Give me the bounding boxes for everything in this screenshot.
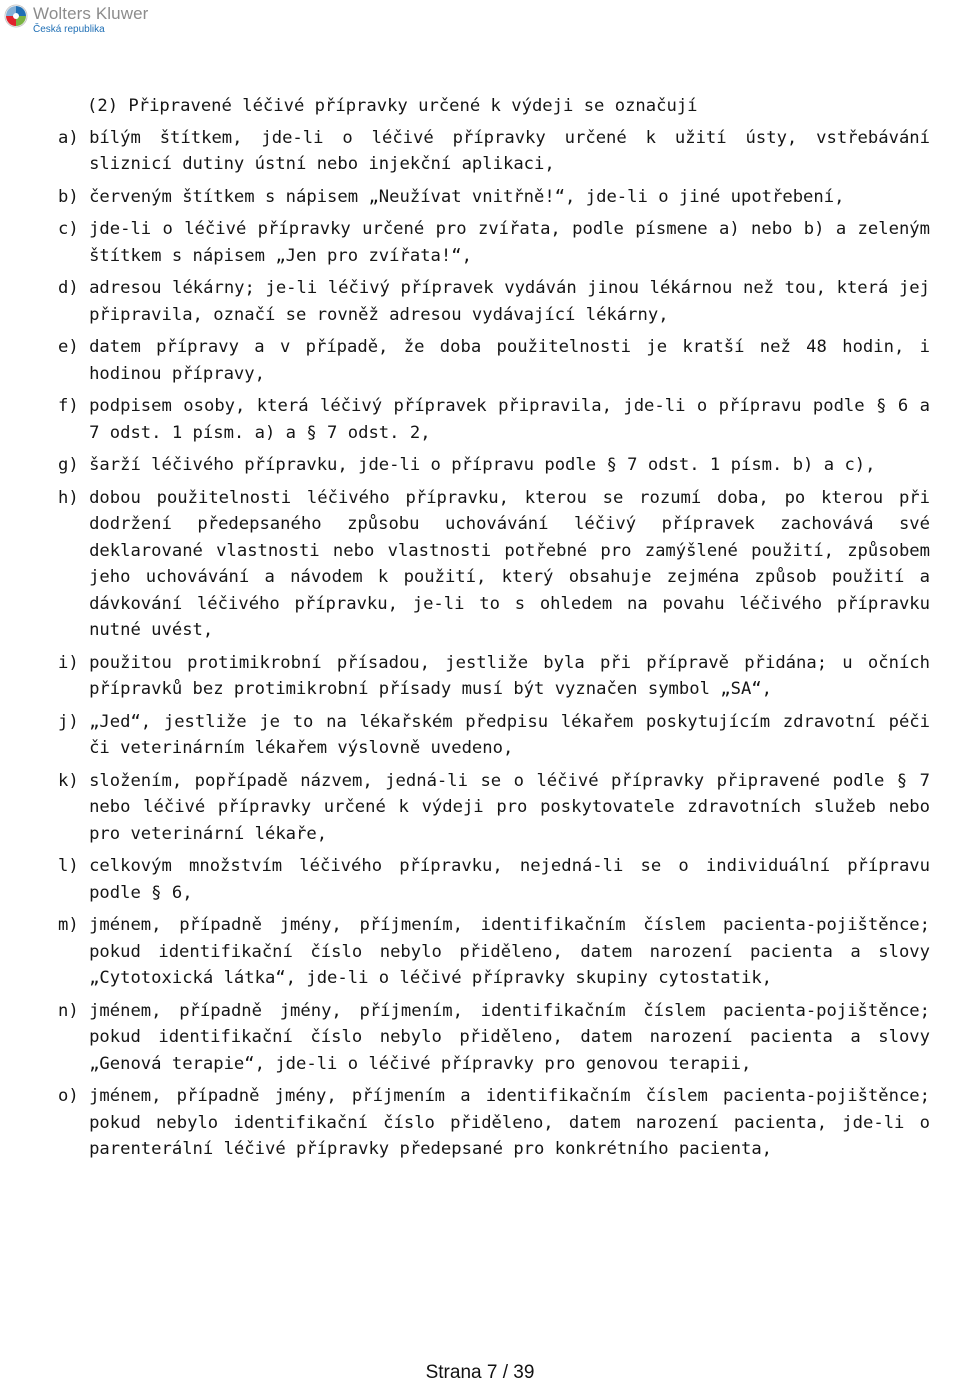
list-item-label: i): [58, 652, 79, 673]
list-item-text: jménem, případně jmény, příjmením a identifikačním číslem pacienta-pojištěnce; pokud nebylo identifikační číslo přiděleno, datem narození pacienta, jde-li o parenterální léčivé přípravky předepsané pro konkrétního pacienta,: [89, 1086, 930, 1159]
list-item-label: a): [58, 127, 79, 148]
list-item-text: „Jed“, jestliže je to na lékařském předpisu lékařem poskytujícím zdravotní péči či veterinárním lékařem výslovně uvedeno,: [89, 711, 930, 758]
list-item: [58, 998, 930, 1078]
list-item: [58, 334, 930, 387]
list-item-text: jménem, případně jmény, příjmením, identifikačním číslem pacienta-pojištěnce; pokud identifikační číslo nebylo přiděleno, datem narození pacienta a slovy „Genová terapie“, jde-li o léčivé přípravky pro genovou terapii,: [89, 1000, 930, 1074]
list-item: [58, 393, 930, 446]
list-item-label: c): [58, 219, 79, 239]
list-item-label: b): [58, 186, 79, 207]
list-item: [58, 912, 930, 992]
list-item-label: h): [58, 487, 79, 508]
wolters-kluwer-logo-icon: [4, 4, 28, 28]
list-item: [58, 485, 930, 644]
list-item-text: bílým štítkem, jde-li o léčivé přípravky určené k užití ústy, vstřebávání sliznicí dutiny ústní nebo injekční aplikaci,: [89, 127, 930, 174]
list-item-label: d): [58, 278, 79, 298]
list-item-label: g): [58, 455, 79, 475]
list-item-label: l): [58, 856, 79, 876]
document-body: [58, 93, 930, 1169]
list-item: [58, 125, 930, 178]
list-item: [58, 184, 930, 211]
page-number: Strana 7 / 39: [425, 1362, 535, 1383]
list-item-label: n): [58, 1000, 79, 1021]
list-item-text: datem přípravy a v případě, že doba použitelnosti je kratší než 48 hodin, i hodinou přípravy,: [89, 337, 930, 384]
list-item: [58, 216, 930, 269]
brand-text: [33, 5, 148, 35]
list-item-text: dobou použitelnosti léčivého přípravku, kterou se rozumí doba, po kterou při dodržení předepsaného způsobu uchovávání léčivý přípravek zachovává své deklarované vlastnosti nebo vlastnosti potřebné pro zamýšlené použití, způsobem jeho uchovávání a návodem k použití, který obsahuje zejména způsob použití a dávkování léčivého přípravku, je-li to s ohledem na povahu léčivého přípravku nutné uvést,: [89, 487, 930, 640]
list-item-text: adresou lékárny; je-li léčivý přípravek vydáván jinou lékárnou než tou, která jej připravila, označí se rovněž adresou vydávající lékárny,: [89, 278, 930, 325]
brand-subtitle: Česká republika: [33, 24, 105, 35]
list-item-text: jménem, případně jmény, příjmením, identifikačním číslem pacienta-pojištěnce; pokud identifikační číslo nebylo přiděleno, datem narození pacienta a slovy „Cytotoxická látka“, jde-li o léčivé přípravky skupiny cytostatik,: [89, 915, 930, 988]
list-item-text: jde-li o léčivé přípravky určené pro zvířata, podle písmene a) nebo b) a zeleným štítkem s nápisem „Jen pro zvířata!“,: [89, 219, 930, 266]
list-item-label: j): [58, 711, 79, 732]
list-item-text: podpisem osoby, která léčivý přípravek připravila, jde-li o přípravu podle § 6 a 7 odst. 1 písm. a) a § 7 odst. 2,: [89, 396, 930, 443]
list-item-label: e): [58, 337, 79, 357]
list-item-label: m): [58, 915, 79, 935]
brand-name: Wolters Kluwer: [33, 4, 149, 23]
list-item: [58, 275, 930, 328]
list-item: [58, 650, 930, 703]
list-item-text: použitou protimikrobní přísadou, jestliže byla při přípravě přidána; u očních přípravků bez protimikrobní přísady musí být vyznačen symbol „SA“,: [89, 652, 930, 699]
list-item: [58, 452, 930, 479]
list-item-label: k): [58, 770, 79, 791]
list-item: [58, 853, 930, 906]
list-item-text: červeným štítkem s nápisem „Neužívat vnitřně!“, jde-li o jiné upotřebení,: [89, 186, 845, 207]
list-item-text: složením, popřípadě názvem, jedná-li se o léčivé přípravky připravené podle § 7 nebo léčivé přípravky určené k výdeji pro poskytovatele zdravotních služeb nebo pro veterinární lékaře,: [89, 770, 930, 844]
paragraph-intro: (2) Připravené léčivé přípravky určené k výdeji se označují: [87, 96, 698, 116]
brand-logo: [4, 4, 148, 35]
list-item: [58, 1083, 930, 1163]
list-item-label: f): [58, 396, 79, 416]
list-item-text: celkovým množstvím léčivého přípravku, nejedná-li se o individuální přípravu podle § 6,: [89, 856, 930, 903]
list-item-text: šarží léčivého přípravku, jde-li o přípravu podle § 7 odst. 1 písm. b) a c),: [89, 455, 876, 475]
list-item: [58, 768, 930, 848]
list-item-label: o): [58, 1086, 79, 1106]
list-item: [58, 709, 930, 762]
